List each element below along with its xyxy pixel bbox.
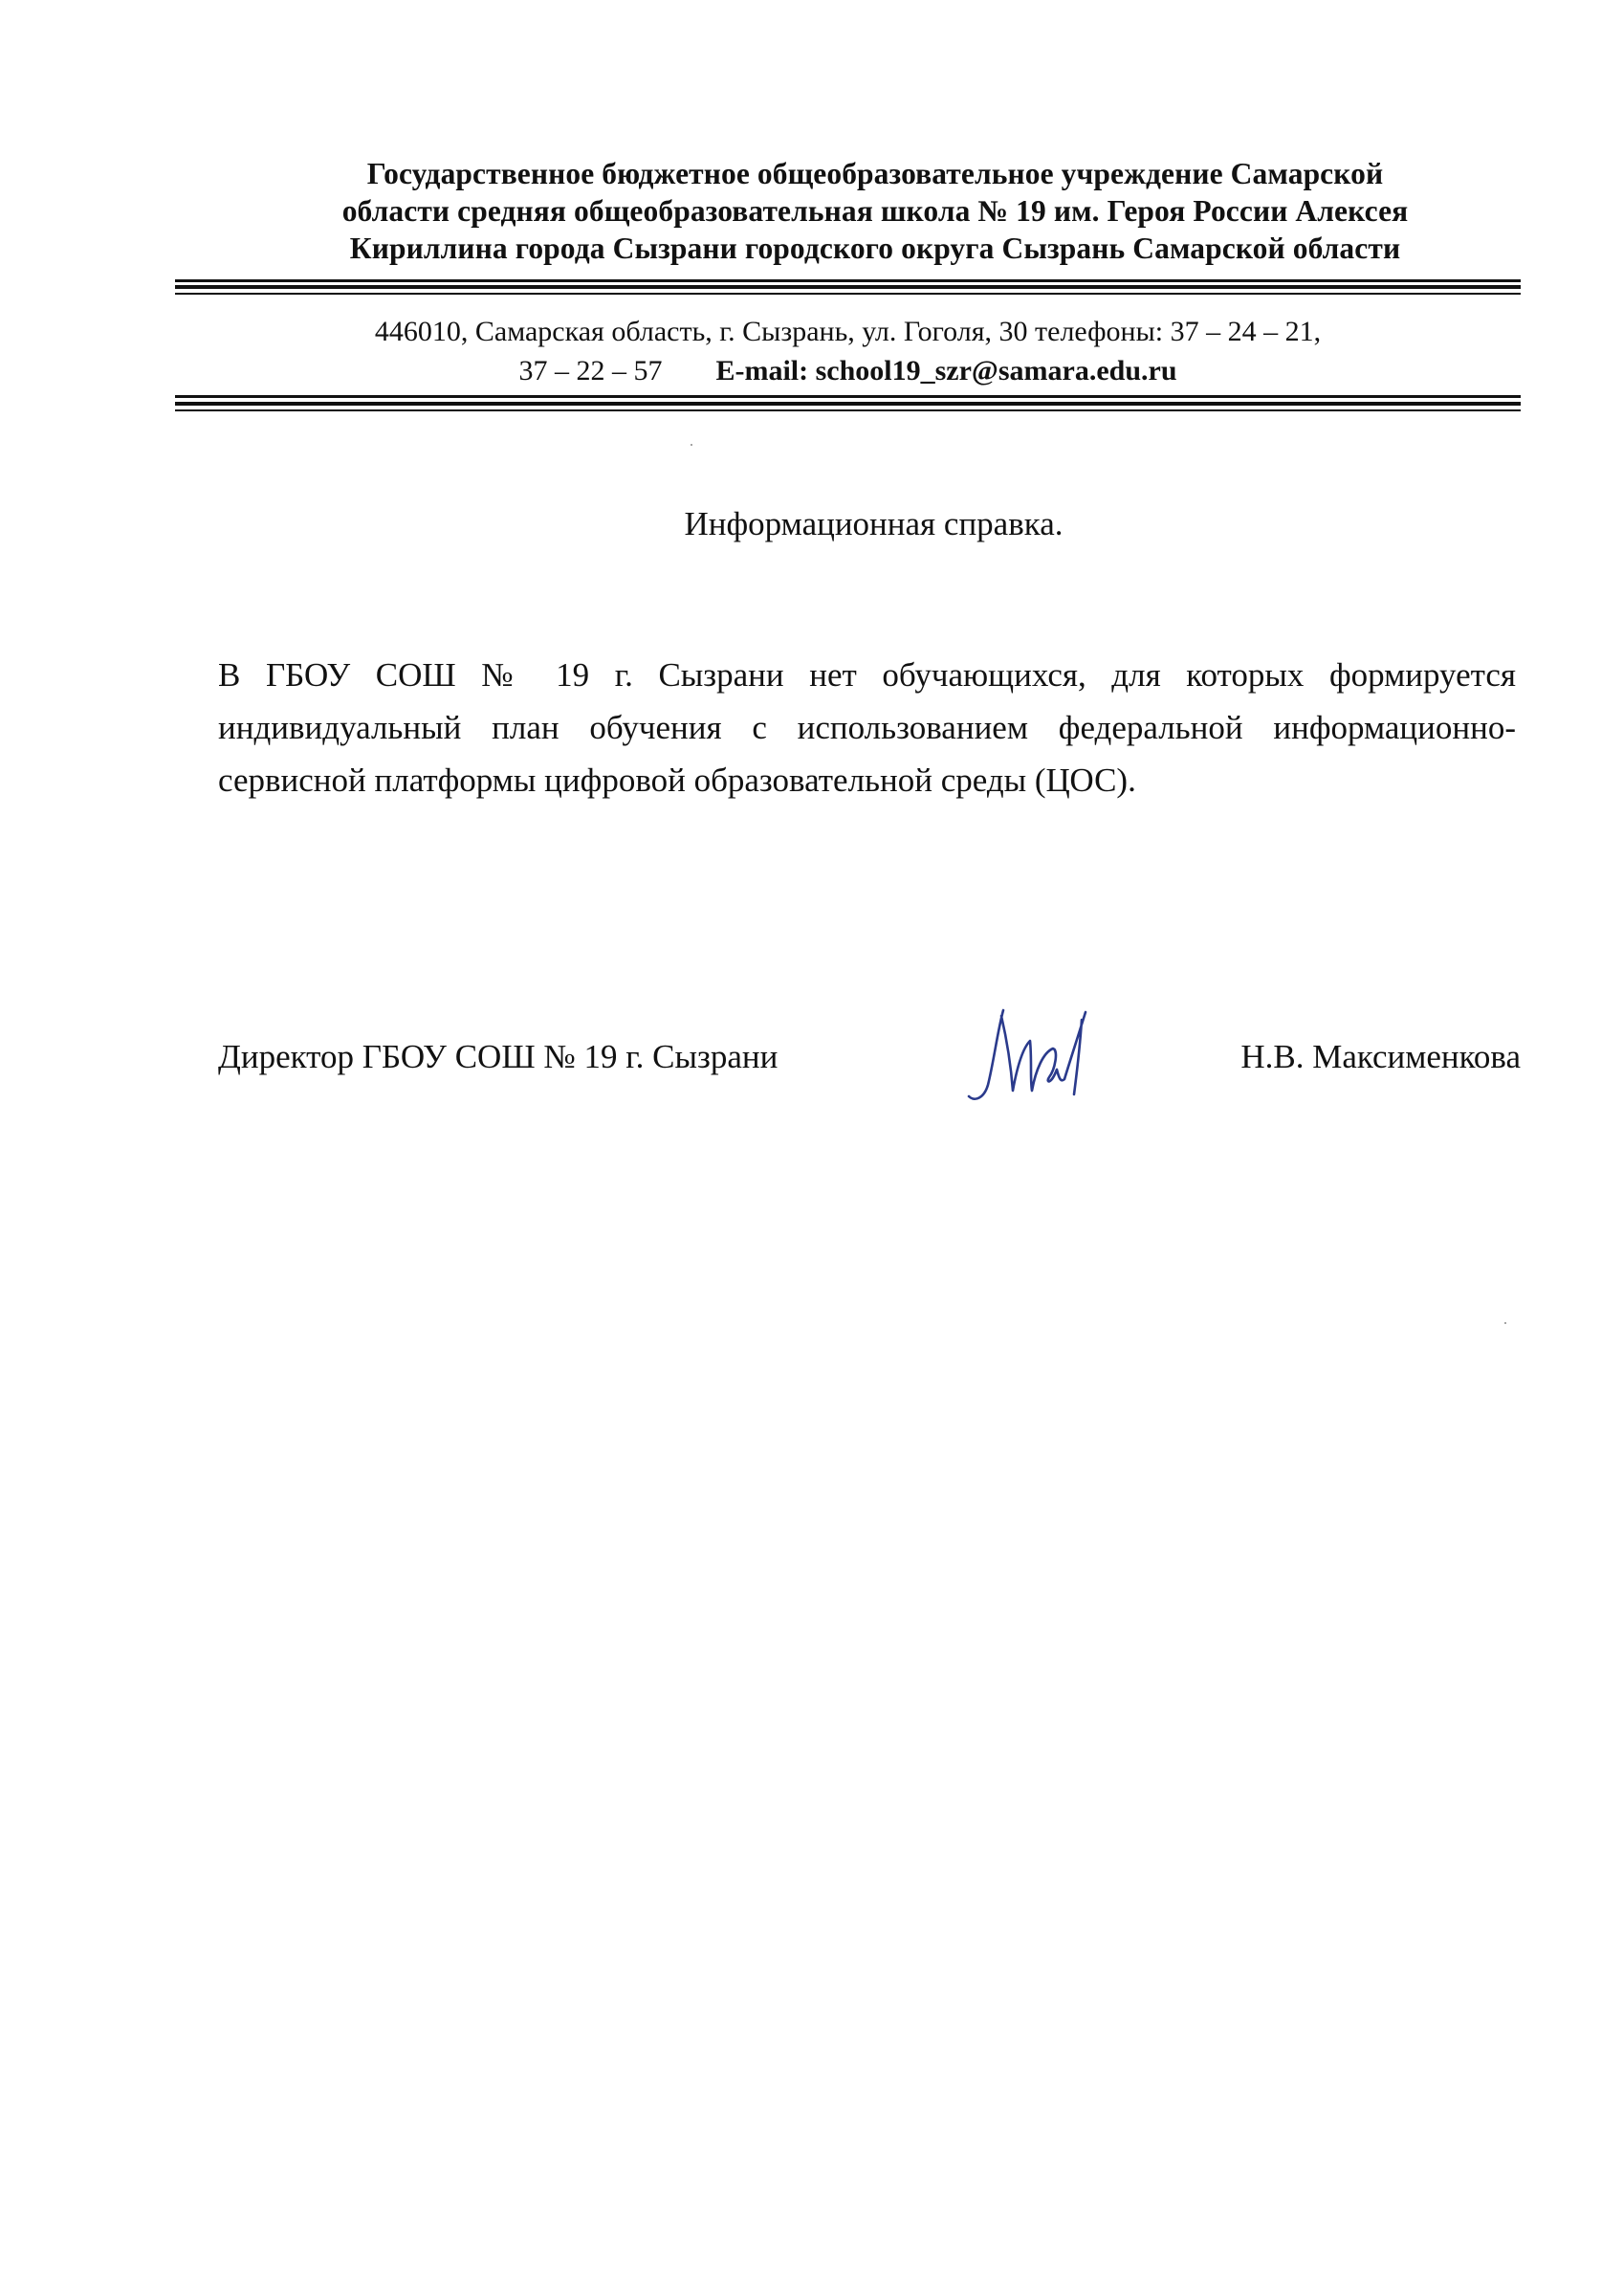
handwritten-signature	[959, 1003, 1103, 1108]
address-rule-thin-top	[175, 395, 1521, 398]
address-rule-thin-bottom	[175, 409, 1521, 411]
letterhead-line-1: Государственное бюджетное общеобразовательное учреждение Самарской	[366, 157, 1384, 190]
scan-speck	[1504, 1322, 1506, 1324]
letterhead	[268, 155, 1482, 267]
letterhead-line-3: Кириллина города Сызрани городского округа Сызрань Самарской области	[349, 232, 1401, 265]
letterhead-line-2: области средняя общеобразовательная школа № 19 им. Героя России Алексея	[341, 194, 1409, 228]
signer-name: Н.В. Максименкова	[1240, 1038, 1521, 1075]
signature-row	[218, 1024, 1521, 1091]
address-rule-thick	[175, 402, 1521, 406]
header-rule-thin-bottom	[175, 293, 1521, 295]
header-rule-thin-top	[175, 279, 1521, 282]
contact-line	[175, 351, 1521, 390]
phone-number: 37 – 22 – 57	[518, 355, 663, 386]
email-address: E-mail: school19_szr@samara.edu.ru	[715, 355, 1177, 386]
header-rule-thick	[175, 285, 1521, 289]
document-title: Информационная справка.	[684, 505, 1064, 542]
document-body: В ГБОУ СОШ № 19 г. Сызрани нет обучающихся, для которых формируется индивидуальный план обучения с использованием федеральной информационно-сервисной платформы цифровой образовательной среды (ЦОС).	[218, 656, 1516, 799]
signer-position: Директор ГБОУ СОШ № 19 г. Сызрани	[218, 1038, 779, 1075]
scan-speck	[691, 444, 692, 446]
address-line: 446010, Самарская область, г. Сызрань, ул. Гоголя, 30 телефоны: 37 – 24 – 21,	[374, 316, 1322, 347]
address-block	[175, 312, 1521, 390]
